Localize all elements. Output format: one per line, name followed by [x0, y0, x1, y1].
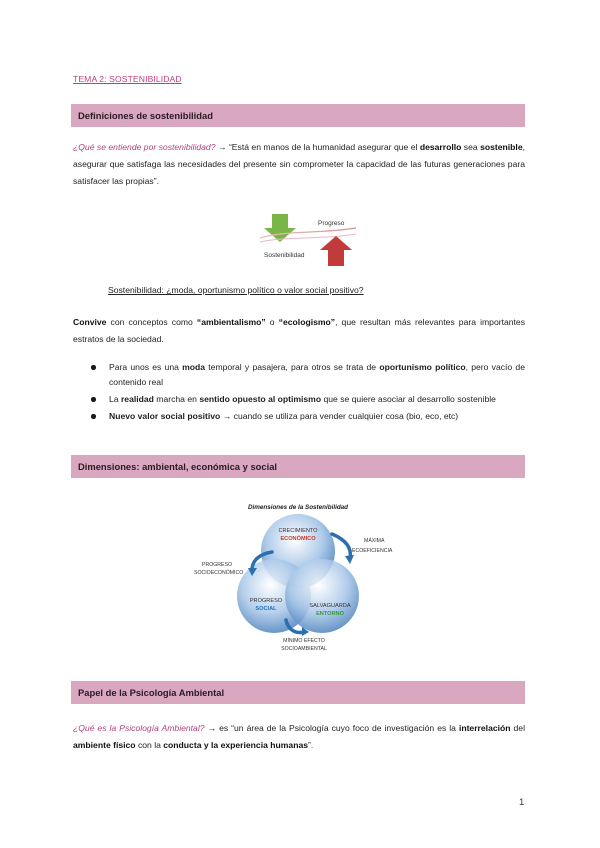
section-heading: Dimensiones: ambiental, económica y social: [78, 461, 278, 472]
sustainability-venn-diagram: [188, 496, 408, 660]
definition-paragraph: ¿Qué se entiende por sostenibilidad? → “Está en manos de la humanidad asegurar que el desarrollo sea sostenible, asegurar que satisfaga las necesidades del presente sin comprometer la capacidad de las futuras generaciones para satisfacer las propias”.: [73, 142, 525, 186]
outer-right-label-1: MÁXIMA: [364, 538, 385, 544]
outer-left-label-1: PROGRESO: [202, 562, 232, 568]
section-header-definiciones: [71, 104, 525, 127]
environment-label-1: SALVAGUARDA: [309, 603, 351, 609]
psychology-paragraph: ¿Qué es la Psicología Ambiental? → es “un área de la Psicología cuyo foco de investigación es la interrelación del ambiente físico con la conducta y la experiencia humanas”.: [73, 723, 525, 750]
environment-circle: [285, 559, 359, 633]
progress-sustainability-figure: [258, 212, 358, 268]
diagram-title: Dimensiones de la Sostenibilidad: [247, 504, 349, 511]
topic-title: TEMA 2: SOSTENIBILIDAD: [73, 74, 182, 84]
convive-paragraph: Convive con conceptos como “ambientalismo” o “ecologismo”, que resultan más relevantes para importantes estratos de la sociedad.: [73, 317, 525, 344]
list-item: Nuevo valor social positivo → cuando se utiliza para vender cualquier cosa (bio, eco, etc): [73, 409, 525, 424]
section-header-dimensiones: [71, 455, 525, 478]
page-number: 1: [519, 797, 525, 808]
outer-bottom-label-2: SOCIOAMBIENTAL: [281, 646, 327, 652]
bullet-list: [73, 360, 525, 426]
question-text: ¿Qué es la Psicología Ambiental?: [73, 723, 205, 733]
outer-bottom-label-1: MÍNIMO EFECTO: [283, 638, 325, 644]
up-arrow-icon: [320, 236, 352, 266]
list-item: La realidad marcha en sentido opuesto al optimismo que se quiere asociar al desarrollo sostenible: [73, 392, 525, 407]
question-text: ¿Qué se entiende por sostenibilidad?: [73, 142, 216, 152]
subtitle: Sostenibilidad: ¿moda, oportunismo político o valor social positivo?: [108, 285, 364, 295]
environment-label-2: ENTORNO: [316, 611, 344, 617]
section-heading: Papel de la Psicología Ambiental: [78, 687, 225, 698]
economic-label-2: ECONÓMICO: [280, 536, 316, 542]
list-item: Para unos es una moda temporal y pasajera, para otros se trata de oportunismo político, pero vacío de contenido real: [73, 360, 525, 390]
sustainability-label: Sostenibilidad: [264, 252, 305, 259]
social-label-2: SOCIAL: [255, 606, 277, 612]
economic-label-1: CRECIMIENTO: [278, 528, 318, 534]
outer-left-label-2: SOCIOECONÓMICO: [194, 570, 244, 576]
down-arrow-icon: [264, 214, 296, 242]
outer-right-label-2: ECOEFICIENCIA: [352, 548, 393, 554]
section-heading: Definiciones de sostenibilidad: [78, 110, 213, 121]
progress-label: Progreso: [318, 220, 345, 227]
social-label-1: PROGRESO: [249, 598, 283, 604]
section-header-psicologia: [71, 681, 525, 704]
